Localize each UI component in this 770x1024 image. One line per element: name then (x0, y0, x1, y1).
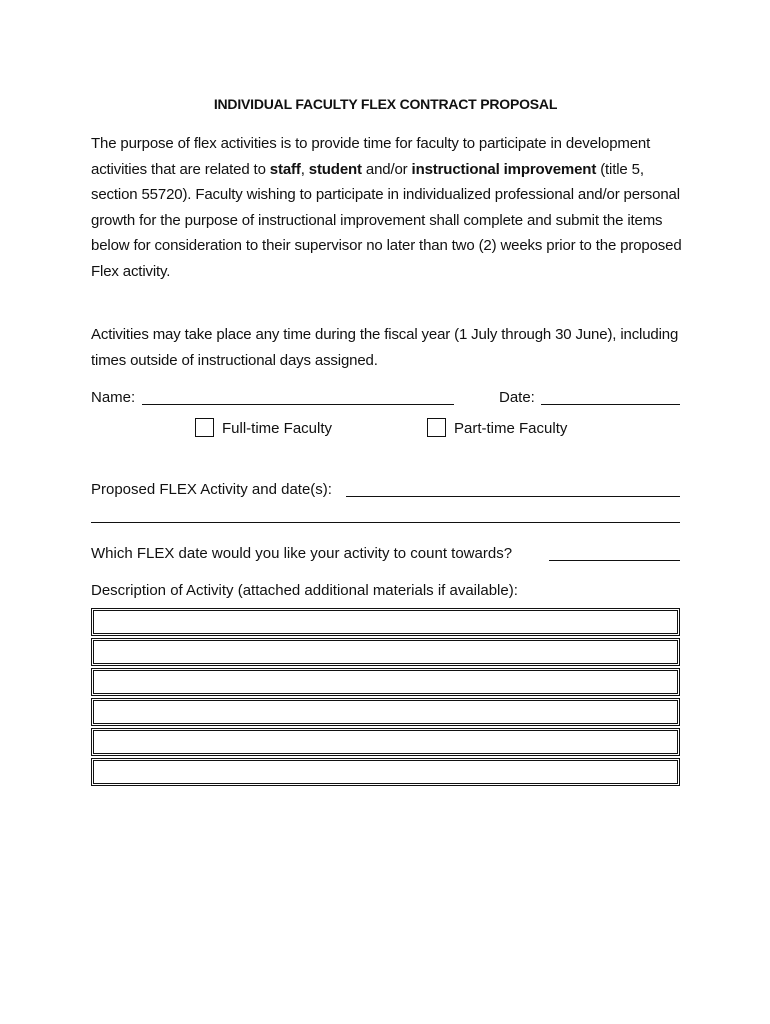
description-label: Description of Activity (attached additional materials if available): (91, 582, 518, 599)
description-box-2[interactable] (91, 638, 680, 666)
fulltime-checkbox[interactable] (195, 418, 214, 437)
proposed-activity-field[interactable] (346, 496, 680, 497)
intro-bold-student: student (308, 160, 362, 178)
description-box-6[interactable] (91, 758, 680, 786)
intro-bold-instructional: instructional improvement (411, 160, 597, 178)
intro-paragraph (91, 131, 686, 284)
name-field[interactable] (142, 404, 454, 405)
intro-sep-2: and/or (361, 160, 412, 178)
parttime-checkbox[interactable] (427, 418, 446, 437)
date-field[interactable] (541, 404, 680, 405)
description-box-4[interactable] (91, 698, 680, 726)
parttime-label: Part-time Faculty (454, 420, 568, 437)
intro-text-2: (title 5, section 55720). Faculty wishing to participate in individualized professional and/or personal growth for the purpose of instructional improvement shall complete and submit the items below for consideration to their supervisor no later than two (2) weeks prior to the proposed Flex activity. (91, 160, 682, 280)
proposed-activity-field-line2[interactable] (91, 522, 680, 523)
intro-sep-1: , (300, 160, 309, 178)
fulltime-label: Full-time Faculty (222, 420, 333, 437)
date-label: Date: (499, 389, 535, 406)
name-label: Name: (91, 389, 136, 406)
activities-note: Activities may take place any time during the fiscal year (1 July through 30 June), including times outside of instructional days assigned. (91, 326, 679, 369)
flex-date-question: Which FLEX date would you like your activity to count towards? (91, 545, 513, 562)
form-title: INDIVIDUAL FACULTY FLEX CONTRACT PROPOSAL (213, 96, 558, 112)
intro-text-1: The purpose of flex activities is to provide time for faculty to participate in development activities that are related to (91, 135, 651, 178)
flex-date-field[interactable] (549, 560, 680, 561)
intro-bold-staff: staff (269, 160, 301, 178)
proposed-activity-label: Proposed FLEX Activity and date(s): (91, 481, 332, 498)
description-box-3[interactable] (91, 668, 680, 696)
description-box-1[interactable] (91, 608, 680, 636)
description-box-5[interactable] (91, 728, 680, 756)
